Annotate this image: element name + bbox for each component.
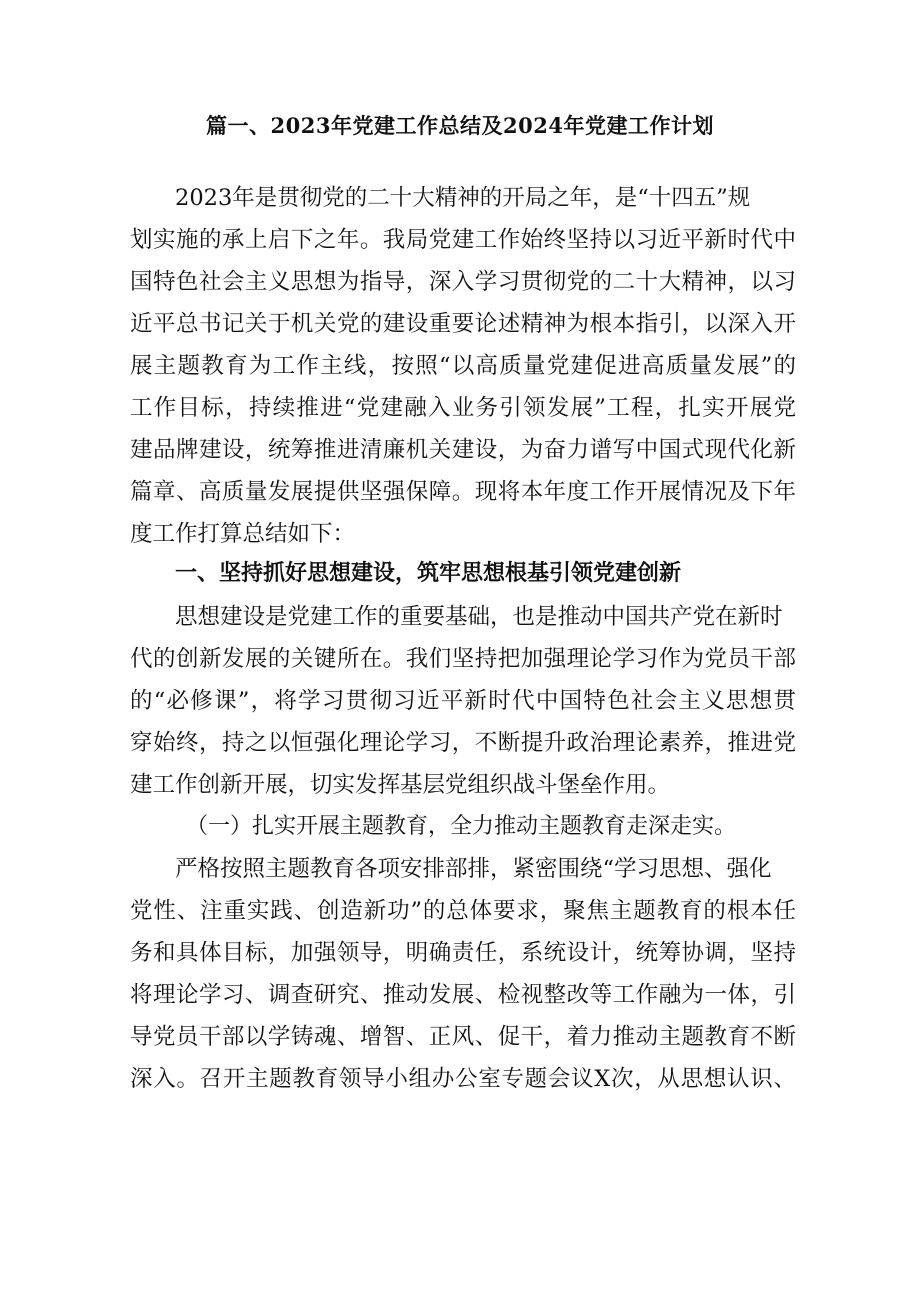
text-line: 严格按照主题教育各项安排部排，紧密围绕“学习思想、强化: [175, 856, 772, 882]
section-heading: 一、坚持抓好思想建设，筑牢思想根基引领党建创新: [175, 561, 682, 586]
text-line: 展主题教育为工作主线，按照“以高质量党建促进高质量发展”的: [130, 353, 796, 379]
text-line: 务和具体目标，加强领导，明确责任，系统设计，统筹协调，坚持: [130, 940, 796, 966]
text-line: 工作目标，持续推进“党建融入业务引领发展”工程，扎实开展党: [130, 395, 796, 421]
text-line: 建品牌建设，统筹推进清廉机关建设，为奋力谱写中国式现代化新: [130, 437, 796, 463]
text-line: 度工作打算总结如下：: [130, 521, 356, 547]
text-line: 近平总书记关于机关党的建设重要论述精神为根本指引，以深入开: [130, 311, 796, 337]
document-title: 篇一、2023年党建工作总结及2024年党建工作计划: [206, 113, 714, 138]
text-line: 代的创新发展的关键所在。我们坚持把加强理论学习作为党员干部: [130, 646, 796, 672]
text-line: 深入。召开主题教育领导小组办公室专题会议X次，从思想认识、: [130, 1066, 796, 1092]
subsection-heading: （一）扎实开展主题教育，全力推动主题教育走深走实。: [186, 814, 737, 839]
text-line: 的“必修课”，将学习贯彻习近平新时代中国特色社会主义思想贯: [130, 688, 796, 714]
text-line: 党性、注重实践、创造新功”的总体要求，聚焦主题教育的根本任: [130, 898, 796, 924]
text-line: 穿始终，持之以恒强化理论学习，不断提升政治理论素养，推进党: [130, 730, 796, 756]
text-line: 建工作创新开展，切实发挥基层党组织战斗堡垒作用。: [130, 772, 671, 798]
text-line: 思想建设是党建工作的重要基础，也是推动中国共产党在新时: [175, 604, 783, 630]
text-line: 国特色社会主义思想为指导，深入学习贯彻党的二十大精神，以习: [130, 269, 796, 295]
text-line: 2023年是贯彻党的二十大精神的开局之年，是“十四五”规: [175, 185, 751, 211]
text-line: 将理论学习、调查研究、推动发展、检视整改等工作融为一体，引: [130, 982, 796, 1008]
text-line: 导党员干部以学铸魂、增智、正风、促干，着力推动主题教育不断: [130, 1024, 796, 1050]
text-line: 篇章、高质量发展提供坚强保障。现将本年度工作开展情况及下年: [130, 479, 796, 505]
text-line: 划实施的承上启下之年。我局党建工作始终坚持以习近平新时代中: [130, 227, 796, 253]
